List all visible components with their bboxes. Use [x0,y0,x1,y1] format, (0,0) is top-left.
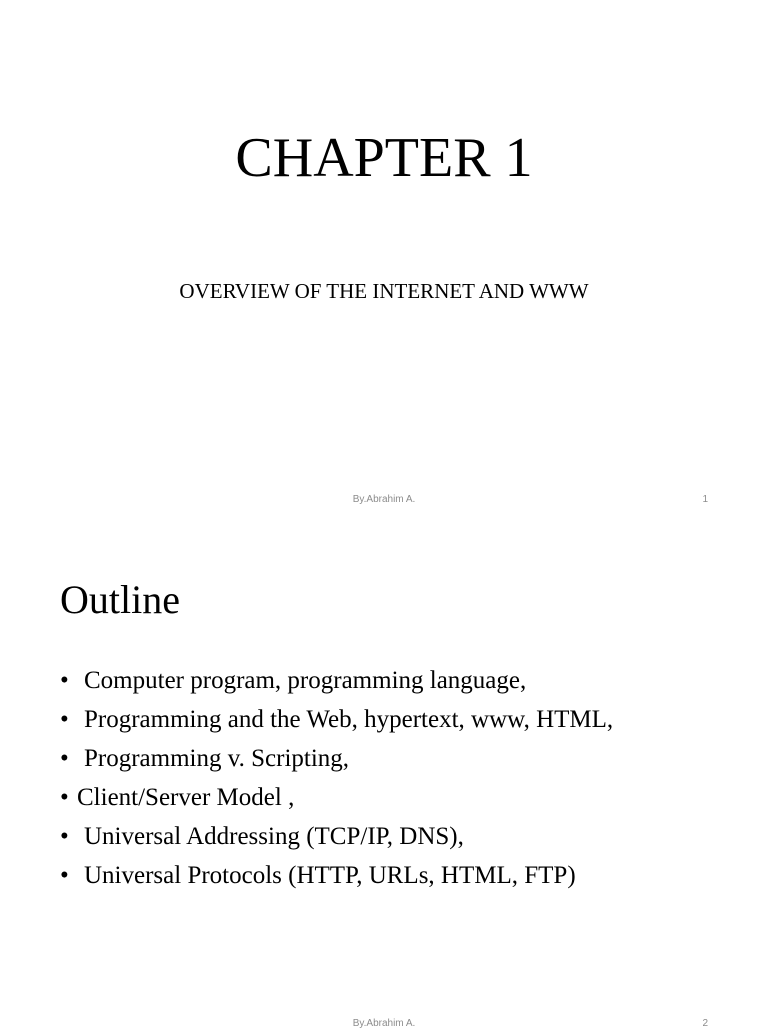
footer-author: By.Abrahim A. [352,1018,416,1029]
slide-subtitle: OVERVIEW OF THE INTERNET AND WWW [179,279,589,303]
list-item-text: Client/Server Model , [77,784,295,811]
bullet-icon: • [60,706,69,733]
list-item [60,856,613,895]
page-number: 1 [702,494,708,505]
footer-author: By.Abrahim A. [352,494,416,505]
outline-title: Outline [60,577,180,622]
list-item [60,700,613,739]
list-item [60,817,613,856]
list-item-text: Universal Protocols (HTTP, URLs, HTML, FTP) [84,862,576,889]
slide-title: CHAPTER 1 [235,127,533,189]
bullet-icon: • [60,823,69,850]
list-item-text: Universal Addressing (TCP/IP, DNS), [84,823,464,850]
bullet-icon: • [60,667,69,694]
bullet-icon: • [60,784,69,811]
list-item [60,739,613,778]
bullet-icon: • [60,862,69,889]
list-item-text: Programming and the Web, hypertext, www, HTML, [84,706,614,733]
outline-list [60,661,613,895]
list-item [60,778,613,817]
list-item [60,661,613,700]
slide-2 [0,520,768,1029]
bullet-icon: • [60,745,69,772]
list-item-text: Computer program, programming language, [84,667,527,694]
list-item-text: Programming v. Scripting, [84,745,350,772]
page-number: 2 [702,1018,708,1029]
